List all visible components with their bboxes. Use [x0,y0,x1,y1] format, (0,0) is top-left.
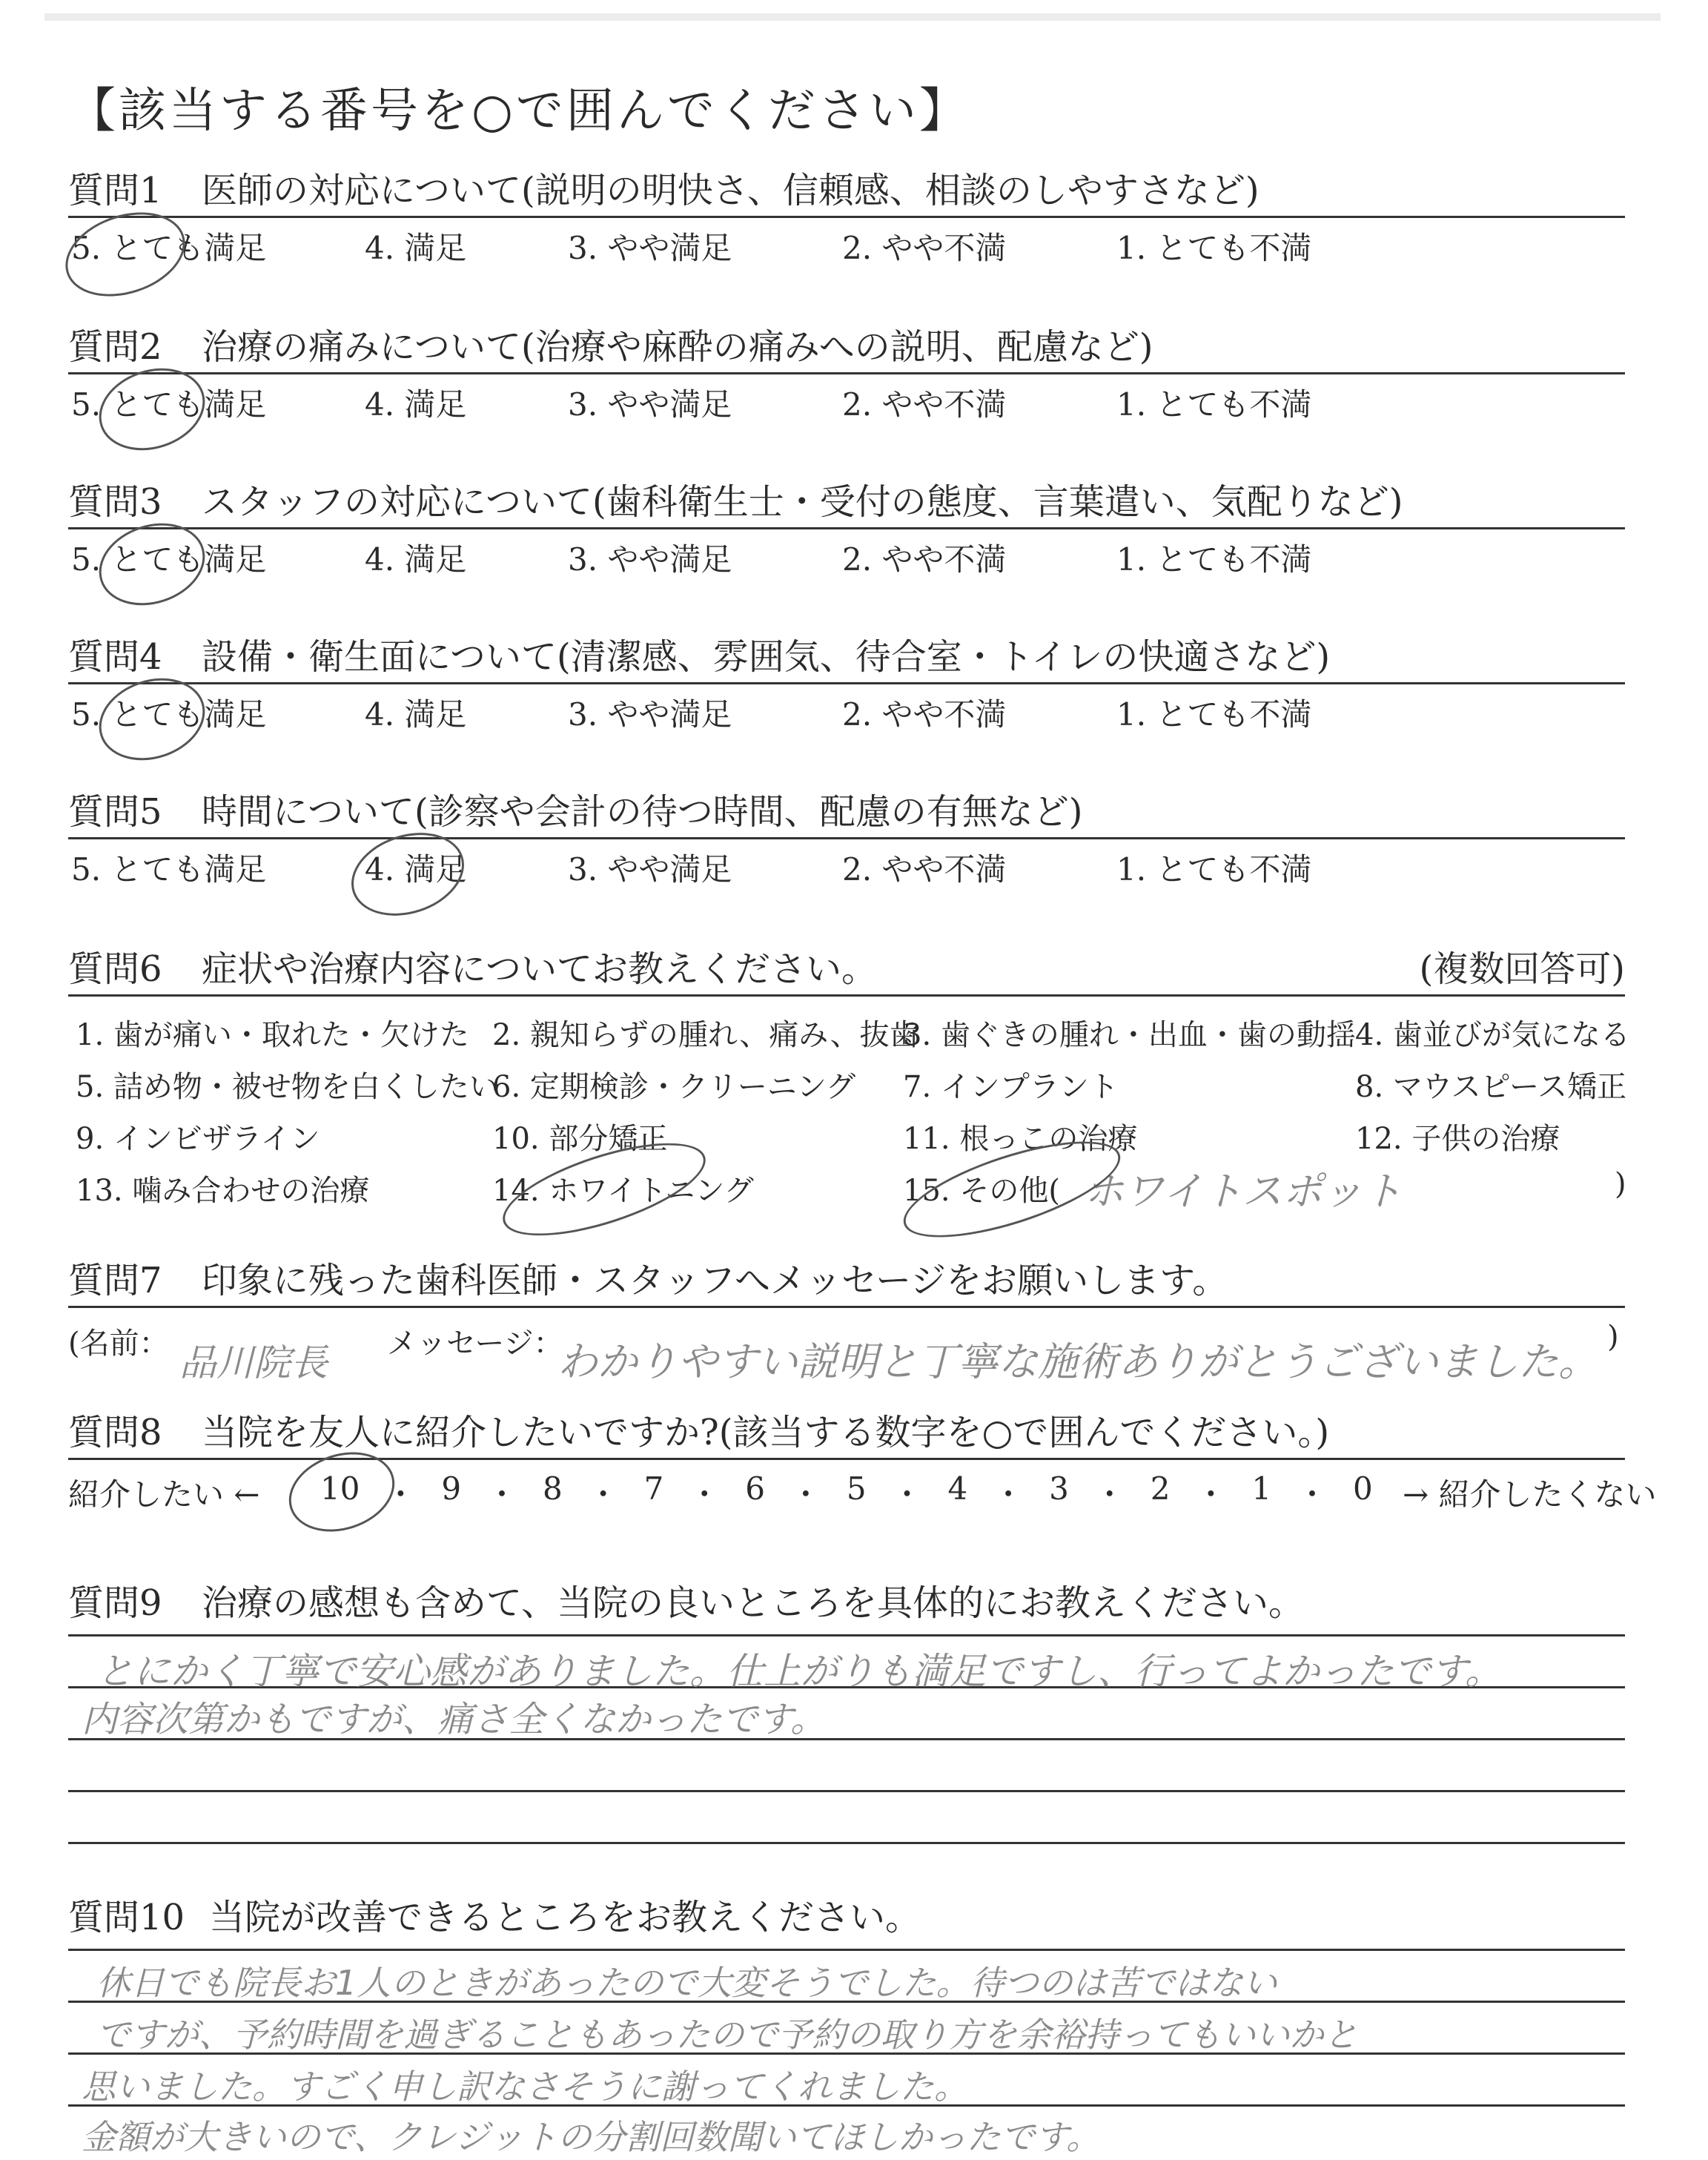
answer-handwritten: 内容次第かもですが、痛さ全くなかったです。 [82,1699,827,1740]
rating-options [68,218,1625,266]
question-number: 質問10 [68,1897,185,1938]
scale-dot: ・ [1297,1476,1328,1513]
symptom-option[interactable]: 8. マウスピース矯正 [1355,1070,1627,1104]
answer-handwritten: 金額が大きいので、クレジットの分割回数聞いてほしかったです。 [82,2117,1101,2157]
option-3[interactable]: 3. やや満足 [568,541,732,578]
option-4[interactable]: 4. 満足 [365,541,467,578]
question-number: 質問4 [68,636,162,678]
answer-handwritten: ですが、予約時間を過ぎることもあったので予約の取り方を余裕持ってもいいかと [96,2015,1358,2055]
question-3 [68,478,1625,578]
rating-options [68,529,1625,578]
symptom-option[interactable]: 10. 部分矯正 [492,1122,668,1156]
question-number: 質問1 [68,170,162,211]
scale-dot: ・ [1195,1476,1227,1513]
question-9 [68,1579,1625,1627]
page-heading: 【該当する番号を○で囲んでください】 [68,84,970,139]
option-5[interactable]: 5. とても満足 [71,386,267,423]
symptom-option[interactable]: 14. ホワイトニング [492,1174,754,1208]
question-title: 当院を友人に紹介したいですか?(該当する数字を○で囲んでください。) [202,1412,1330,1453]
message-label: メッセージ： [387,1327,563,1361]
question-4 [68,633,1625,733]
option-5[interactable]: 5. とても満足 [71,541,267,578]
option-2[interactable]: 2. やや不満 [842,541,1007,578]
symptom-option[interactable]: 9. インビザライン [76,1122,320,1156]
symptom-option[interactable]: 2. 親知らずの腫れ、痛み、抜歯 [492,1018,919,1052]
question-title: 時間について(診察や会計の待つ時間、配慮の有無など) [202,791,1083,833]
symptom-option[interactable]: 15. その他( [903,1174,1060,1208]
option-4[interactable]: 4. 満足 [365,696,467,733]
scale-value[interactable]: 10 [320,1470,360,1507]
question-title: 設備・衛生面について(清潔感、雰囲気、待合室・トイレの快適さなど) [202,636,1331,678]
option-3[interactable]: 3. やや満足 [568,386,732,423]
answer-handwritten: とにかく丁寧で安心感がありました。仕上がりも満足ですし、行ってよかったです。 [96,1650,1502,1693]
option-4[interactable]: 4. 満足 [365,386,467,423]
option-4[interactable]: 4. 満足 [365,230,467,266]
rating-options [68,839,1625,888]
answer-line [68,1842,1625,1844]
option-1[interactable]: 1. とても不満 [1116,696,1312,733]
question-2 [68,323,1625,423]
question-number: 質問8 [68,1412,162,1453]
question-title: スタッフの対応について(歯科衛生士・受付の態度、言葉遣い、気配りなど) [202,481,1403,523]
scale-value[interactable]: 5 [846,1470,867,1507]
recommend-right-label: → 紹介したくない [1403,1476,1657,1513]
recommend-scale [320,1470,1373,1515]
answer-handwritten: 思いました。すごく申し訳なさそうに謝ってくれました。 [82,2067,968,2107]
option-5[interactable]: 5. とても満足 [71,696,267,733]
option-2[interactable]: 2. やや不満 [842,230,1007,266]
scale-value[interactable]: 8 [542,1470,563,1507]
option-1[interactable]: 1. とても不満 [1116,230,1312,266]
rating-options [68,684,1625,733]
option-2[interactable]: 2. やや不満 [842,696,1007,733]
scale-dot: ・ [1093,1476,1125,1513]
rating-options [68,374,1625,423]
answer-circle [55,198,196,311]
scale-value[interactable]: 9 [441,1470,462,1507]
symptom-option[interactable]: 4. 歯並びが気になる [1355,1018,1630,1052]
option-5[interactable]: 5. とても満足 [71,851,267,888]
question-8 [68,1409,1657,1519]
symptom-option[interactable]: 1. 歯が痛い・取れた・欠けた [76,1018,469,1052]
symptom-option[interactable]: 13. 噛み合わせの治療 [76,1174,370,1208]
question-title: 当院が改善できるところをお教えください。 [209,1897,921,1938]
scale-value[interactable]: 0 [1352,1470,1373,1507]
symptom-option[interactable]: 3. 歯ぐきの腫れ・出血・歯の動揺 [903,1018,1356,1052]
question-number: 質問5 [68,791,162,833]
answer-circle [88,510,216,618]
symptom-option[interactable]: 6. 定期検診・クリーニング [492,1070,856,1104]
scale-dot: ・ [689,1476,721,1513]
name-handwritten: 品川院長 [179,1341,328,1384]
answer-line [68,1949,1625,1951]
answer-line [68,1790,1625,1792]
question-1 [68,167,1625,266]
multiple-answers-note: (複数回答可) [1419,948,1625,990]
symptom-option[interactable]: 11. 根っこの治療 [903,1122,1138,1156]
question-title: 印象に残った歯科医師・スタッフへメッセージをお願いします。 [202,1260,1228,1301]
question-5 [68,788,1625,888]
question-number: 質問2 [68,326,162,368]
scale-dot: ・ [891,1476,923,1513]
option-3[interactable]: 3. やや満足 [568,230,732,266]
question-number: 質問7 [68,1260,162,1301]
question-title: 症状や治療内容についてお教えください。 [202,948,878,990]
scale-value[interactable]: 6 [745,1470,765,1507]
scale-value[interactable]: 4 [947,1470,968,1507]
message-handwritten: わかりやすい説明と丁寧な施術ありがとうございました。 [557,1338,1598,1385]
scale-dot: ・ [385,1476,417,1513]
scale-dot: ・ [486,1476,518,1513]
symptom-option[interactable]: 12. 子供の治療 [1355,1122,1560,1156]
option-5[interactable]: 5. とても満足 [71,230,267,266]
option-1[interactable]: 1. とても不満 [1116,541,1312,578]
option-2[interactable]: 2. やや不満 [842,386,1007,423]
scale-value[interactable]: 7 [643,1470,664,1507]
question-number: 質問6 [68,948,162,990]
scale-dot: ・ [993,1476,1025,1513]
question-title: 治療の感想も含めて、当院の良いところを具体的にお教えください。 [202,1582,1305,1624]
option-1[interactable]: 1. とても不満 [1116,386,1312,423]
scale-dot: ・ [790,1476,821,1513]
other-handwritten: ホワイトスポット [1084,1168,1403,1215]
question-title: 医師の対応について(説明の明快さ、信頼感、相談のしやすさなど) [202,170,1260,211]
question-title: 治療の痛みについて(治療や麻酔の痛みへの説明、配慮など) [202,326,1153,368]
scan-top-band [44,13,1661,21]
question-number: 質問3 [68,481,162,523]
question-number: 質問9 [68,1582,162,1624]
close-paren: ) [1607,1320,1619,1354]
scale-value[interactable]: 1 [1251,1470,1272,1507]
question-7 [68,1257,1625,1390]
option-4[interactable]: 4. 満足 [365,851,467,888]
option-2[interactable]: 2. やや不満 [842,851,1007,888]
other-close-paren: ) [1615,1167,1626,1201]
answer-circle [88,355,216,463]
name-label: (名前： [68,1327,169,1361]
option-3[interactable]: 3. やや満足 [568,696,732,733]
answer-handwritten: 休日でも院長お1人のときがあったので大変そうでした。待つのは苦ではない [96,1963,1277,2003]
recommend-left-label: 紹介したい ← [68,1476,260,1513]
symptom-options [68,997,1630,1219]
option-1[interactable]: 1. とても不満 [1116,851,1312,888]
answer-circle [88,665,216,773]
scale-dot: ・ [587,1476,619,1513]
option-3[interactable]: 3. やや満足 [568,851,732,888]
scale-value[interactable]: 2 [1150,1470,1171,1507]
symptom-option[interactable]: 5. 詰め物・被せ物を白くしたい [76,1070,499,1104]
scale-value[interactable]: 3 [1049,1470,1069,1507]
question-10 [68,1894,1625,1941]
question-6 [68,945,1630,1219]
symptom-option[interactable]: 7. インプラント [903,1070,1119,1104]
answer-line [68,1634,1625,1636]
